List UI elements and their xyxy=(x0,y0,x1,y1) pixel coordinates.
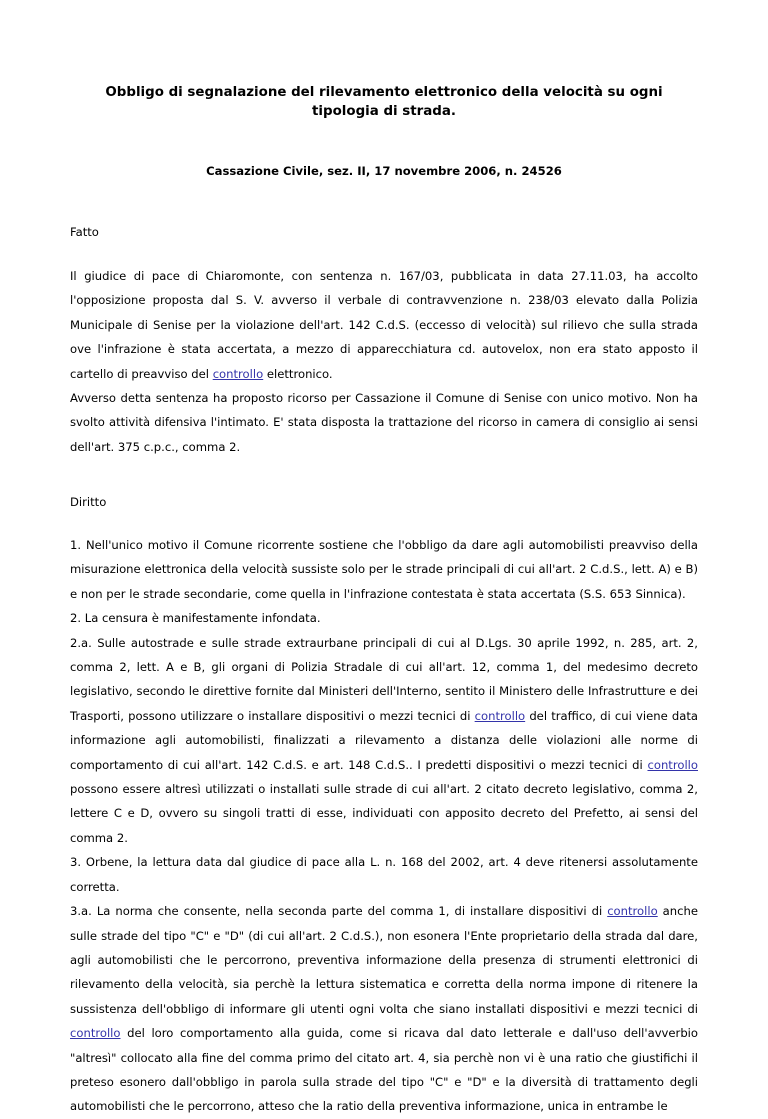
paragraph: Il giudice di pace di Chiaromonte, con sentenza n. 167/03, pubblicata in data 27.11.03, ha accolto l'opposizione proposta dal S. V. avverso il verbale di contravvenzione n. 238/03 elevato dalla Polizia Municipale di Senise per la violazione dell'art. 142 C.d.S. (eccesso di velocità) sul rilievo che sulla strada ove l'infrazione è stata accertata, a mezzo di apparecchiatura cd. autovelox, non era stato apposto il cartello di preavviso del controllo elettronico. xyxy=(70,269,698,381)
keyword-link[interactable]: controllo xyxy=(474,708,526,723)
diritto-body xyxy=(70,533,698,1119)
paragraph: 1. Nell'unico motivo il Comune ricorrente sostiene che l'obbligo da dare agli automobilisti preavviso della misurazione elettronica della velocità sussiste solo per le strade principali di cui all'art. 2 C.d.S., lett. A) e B) e non per le strade secondarie, come quella in l'infrazione contestata è stata accertata (S.S. 653 Sinnica). xyxy=(70,538,698,601)
keyword-link[interactable]: controllo xyxy=(647,757,698,772)
fatto-body xyxy=(70,264,698,459)
paragraph: 2. La censura è manifestamente infondata. xyxy=(70,611,321,626)
paragraph: 2.a. Sulle autostrade e sulle strade extraurbane principali di cui al D.Lgs. 30 aprile 1992, n. 285, art. 2, comma 2, lett. A e B, gli organi di Polizia Stradale di cui all'art. 12, comma 1, del medesimo decreto legislativo, secondo le direttive fornite dal Ministeri dell'Interno, sentito il Ministero delle Infrastrutture e dei Trasporti, possono utilizzare o installare dispositivi o mezzi tecnici di controllo del traffico, di cui viene data informazione agli automobilisti, finalizzati a rilevamento a distanza delle violazioni alle norme di comportamento di cui all'art. 142 C.d.S. e art. 148 C.d.S.. I predetti dispositivi o mezzi tecnici di controllo possono essere altresì utilizzati o installati sulle strade di cui all'art. 2 citato decreto legislativo, comma 2, lettere C e D, ovvero su singoli tratti di esse, individuati con apposito decreto del Prefetto, ai sensi del comma 2. xyxy=(70,635,698,845)
paragraph: Avverso detta sentenza ha proposto ricorso per Cassazione il Comune di Senise con unico motivo. Non ha svolto attività difensiva l'intimato. E' stata disposta la trattazione del ricorso in camera di consiglio ai sensi dell'art. 375 c.p.c., comma 2. xyxy=(70,391,698,454)
paragraph: 3. Orbene, la lettura data dal giudice di pace alla L. n. 168 del 2002, art. 4 deve ritenersi assolutamente corretta. xyxy=(70,855,698,894)
section-heading-diritto: Diritto xyxy=(70,495,107,509)
paragraph: 3.a. La norma che consente, nella seconda parte del comma 1, di installare dispositivi di controllo anche sulle strade del tipo "C" e "D" (di cui all'art. 2 C.d.S.), non esonera l'Ente proprietario della strada dal dare, agli automobilisti che le percorrono, preventiva informazione della presenza di strumenti elettronici di rilevamento della velocità, sia perchè la lettura sistematica e corretta della norma impone di ritenere la sussistenza dell'obbligo di informare gli utenti ogni volta che siano installati dispositivi e mezzi tecnici di controllo del loro comportamento alla guida, come si ricava dal dato letterale e dall'uso dell'avverbio "altresì" collocato alla fine del comma primo del citato art. 4, sia perchè non vi è una ratio che giustifichi il preteso esonero dall'obbligo in parola sulla strade del tipo "C" e "D" e la diversità di trattamento degli automobilisti che le percorrono, atteso che la ratio della preventiva informazione, unica in entrambe le xyxy=(70,904,698,1114)
keyword-link[interactable]: controllo xyxy=(607,904,658,919)
keyword-link[interactable]: controllo xyxy=(212,366,264,381)
page-title: Obbligo di segnalazione del rilevamento elettronico della velocità su ogni tipologia di strada. xyxy=(105,85,663,119)
keyword-link[interactable]: controllo xyxy=(70,1026,121,1041)
section-heading-fatto: Fatto xyxy=(70,225,99,239)
case-citation: Cassazione Civile, sez. II, 17 novembre 2006, n. 24526 xyxy=(206,164,562,178)
